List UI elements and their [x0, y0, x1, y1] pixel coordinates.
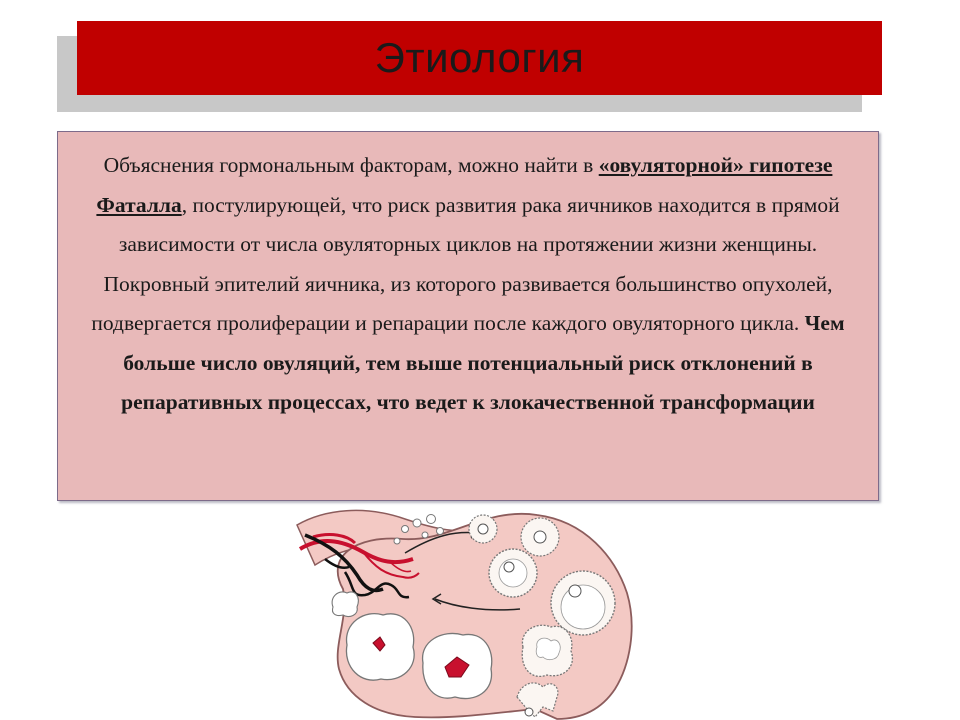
paragraph-bold-conclusion: Чем больше число овуляций, тем выше потенциальный риск отклонений в репаративных процессах, что ведет к злокачественной трансформации — [121, 311, 845, 414]
etiology-paragraph — [80, 146, 856, 423]
slide-title: Этиология — [374, 34, 585, 81]
atretic-follicle-inner — [536, 638, 560, 660]
title-bar — [77, 21, 882, 95]
ovulated-egg-4 — [422, 532, 428, 538]
small-follicle-oocyte — [478, 524, 488, 534]
mature-follicle-oocyte — [569, 585, 581, 597]
growing-follicle-oocyte — [534, 531, 546, 543]
hypothesis-highlight: «овуляторной» гипотезе Фаталла — [96, 153, 833, 217]
mature-follicle-antrum — [561, 585, 605, 629]
corpus-albicans — [332, 592, 358, 617]
antral-follicle-inner — [499, 559, 527, 587]
paragraph-part-2: , постулирующей, что риск развития рака яичников находится в прямой зависимости от числа овуляторных циклов на протяжении жизни женщины. Покровный эпителий яичника, из которого развивается большинство опухолей, подвергается пролиферации и репарации после каждого овуляторного цикла. — [91, 192, 840, 335]
antral-follicle-oocyte — [504, 562, 514, 572]
released-oocyte — [525, 708, 533, 716]
ovulated-egg-2 — [413, 519, 421, 527]
ovary-cycle-illustration — [285, 497, 635, 720]
ovulated-egg-1 — [402, 526, 409, 533]
ovulated-egg-6 — [394, 538, 400, 544]
ovulated-egg-3 — [427, 515, 436, 524]
paragraph-part-1: Объяснения гормональным факторам, можно найти в — [103, 153, 599, 177]
text-box — [57, 131, 879, 501]
ovulated-egg-5 — [437, 528, 444, 535]
